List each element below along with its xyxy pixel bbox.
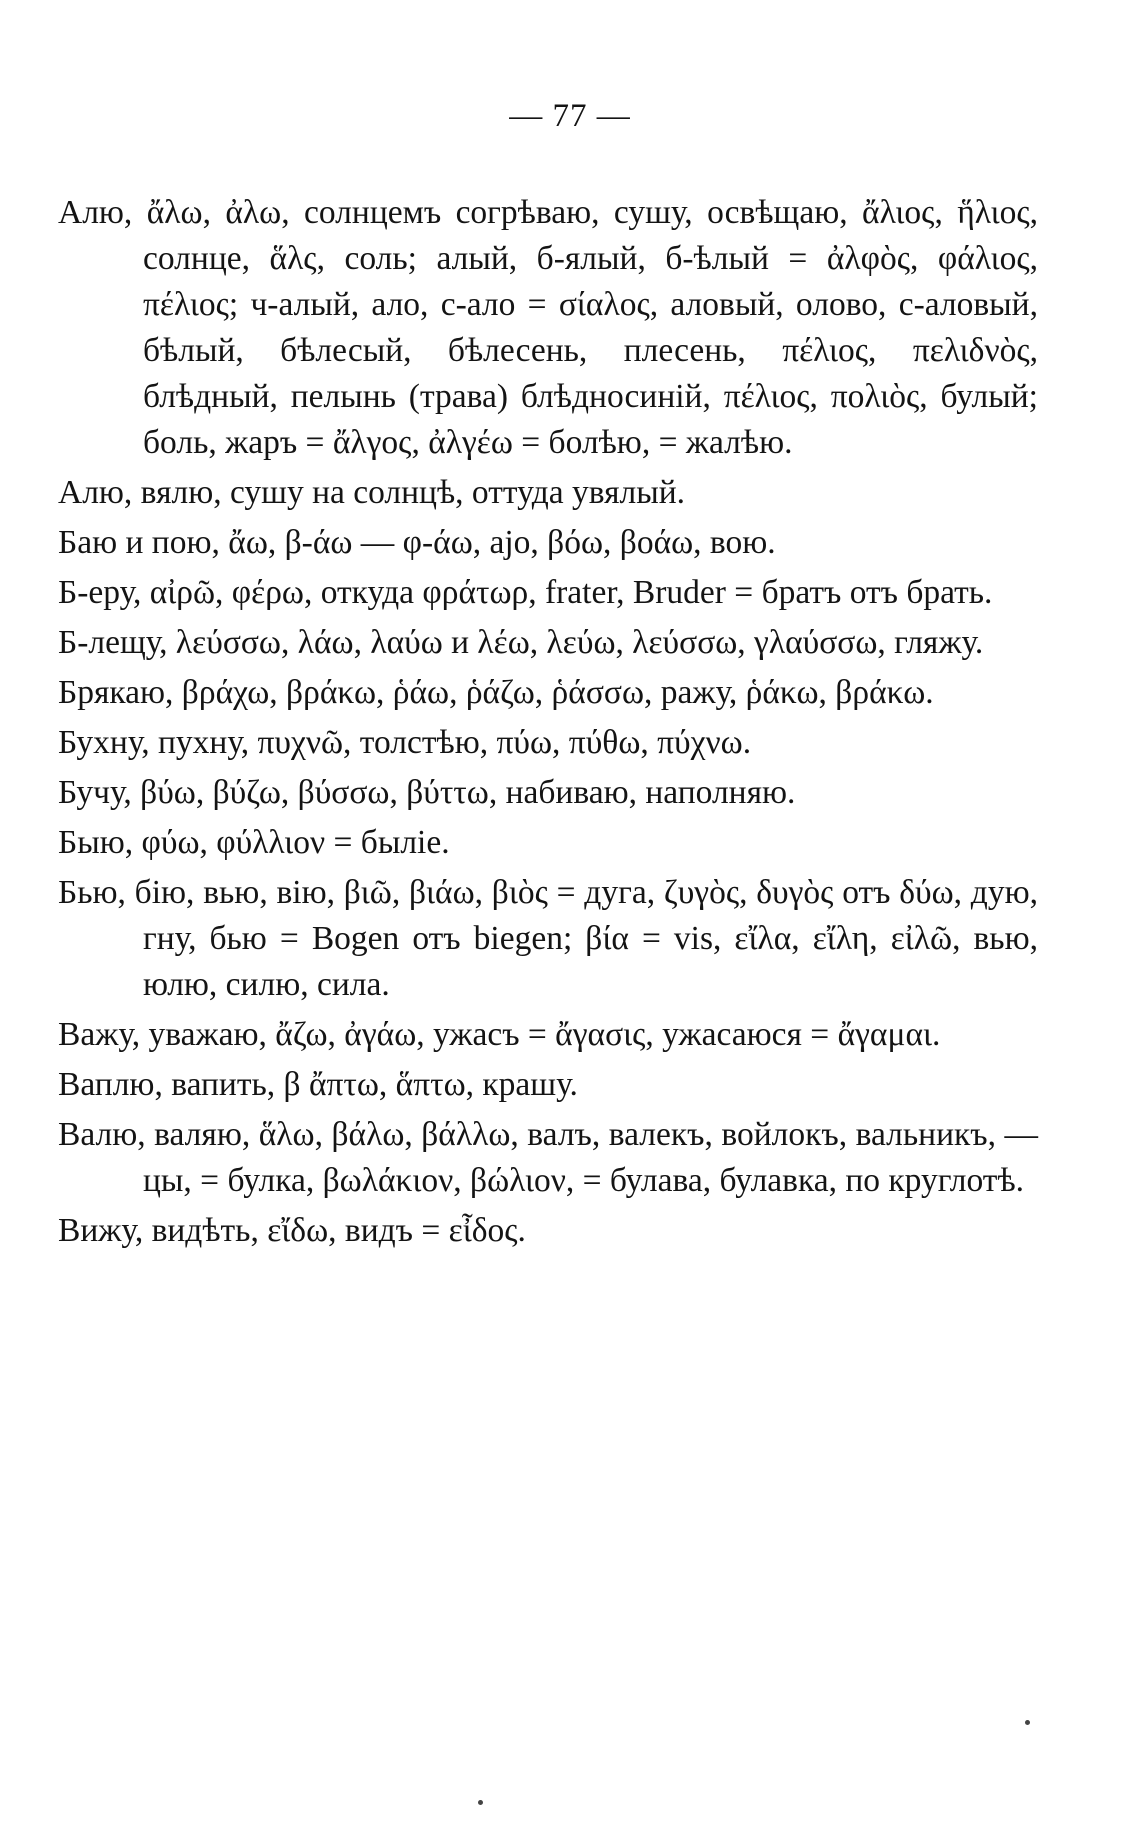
entry-text: Брякаю, βράχω, βράκω, ῥάω, ῥάζω, ῥάσσω, ражу, ῥάκω, βράκω.	[58, 674, 934, 711]
dictionary-entry	[58, 1012, 1038, 1058]
ink-speck	[1025, 1720, 1030, 1725]
dictionary-entry	[58, 1112, 1038, 1204]
dictionary-entry	[58, 620, 1038, 666]
entry-text: Б-еру, αἰρῶ, φέρω, откуда φράτωρ, frater, Bruder = братъ отъ брать.	[58, 574, 993, 611]
dictionary-entry	[58, 670, 1038, 716]
entry-text: Бухну, пухну, πυχνῶ, толстѣю, πύω, πύθω, πύχνω.	[58, 724, 752, 761]
entry-text: Валю, валяю, ἅλω, βάλω, βάλλω, валъ, валекъ, войлокъ, вальникъ, — цы, = булка, βωλάκιον, βώλιον, = булава, булавка, по круглотѣ.	[58, 1116, 1038, 1199]
entry-text: Вижу, видѣть, εἴδω, видъ = εἶδος.	[58, 1212, 526, 1249]
dictionary-entry	[58, 870, 1038, 1008]
entry-text: Бучу, βύω, βύζω, βύσσω, βύττω, набиваю, наполняю.	[58, 774, 796, 811]
entry-text: Ваплю, вапить, β ἄπτω, ἅπτω, крашу.	[58, 1066, 578, 1103]
entry-text: Алю, вялю, сушу на солнцѣ, оттуда увялый.	[58, 474, 686, 511]
ink-speck	[478, 1800, 483, 1805]
page-number: — 77 —	[509, 98, 631, 134]
dictionary-entry	[58, 190, 1038, 466]
entry-text: Алю, ἄλω, ἀλω, солнцемъ согрѣваю, сушу, освѣщаю, ἄλιος, ἥλιος, солнце, ἅλς, соль; алый, б-ялый, б-ѣлый = ἀλφὸς, φάλιος, πέλιος; ч-алый, ало, с-ало = σίαλος, аловый, олово, с-аловый, бѣлый, бѣлесый, бѣлесень, плесень, πέλιος, πελιδνὸς, блѣдный, пелынь (трава) блѣдносиній, πέλιος, πολιὸς, булый; боль, жаръ = ἄλγος, ἀλγέω = болѣю, = жалѣю.	[58, 194, 1038, 461]
entry-text: Баю и пою, ἄω, β-άω — φ-άω, ajo, βόω, βοάω, вою.	[58, 524, 776, 561]
dictionary-entry	[58, 1062, 1038, 1108]
dictionary-entry	[58, 570, 1038, 616]
entry-text: Быю, φύω, φύλλιον = быліе.	[58, 824, 450, 861]
dictionary-entry	[58, 720, 1038, 766]
entry-text: Бью, бію, вью, вію, βιῶ, βιάω, βιὸς = дуга, ζυγὸς, δυγὸς отъ δύω, дую, гну, бью = Bogen отъ biegen; βία = vis, εἴλα, εἴλη, εἰλῶ, вью, юлю, силю, сила.	[58, 874, 1038, 1003]
entry-text: Важу, уважаю, ἄζω, ἀγάω, ужасъ = ἄγασις, ужасаюся = ἄγαμαι.	[58, 1016, 941, 1053]
entry-text: Б-лещу, λεύσσω, λάω, λαύω и λέω, λεύω, λεύσσω, γλαύσσω, гляжу.	[58, 624, 984, 661]
dictionary-entry	[58, 770, 1038, 816]
dictionary-entry	[58, 1208, 1038, 1254]
dictionary-entry	[58, 520, 1038, 566]
dictionary-entries	[58, 190, 1038, 1258]
dictionary-entry	[58, 470, 1038, 516]
dictionary-entry	[58, 820, 1038, 866]
